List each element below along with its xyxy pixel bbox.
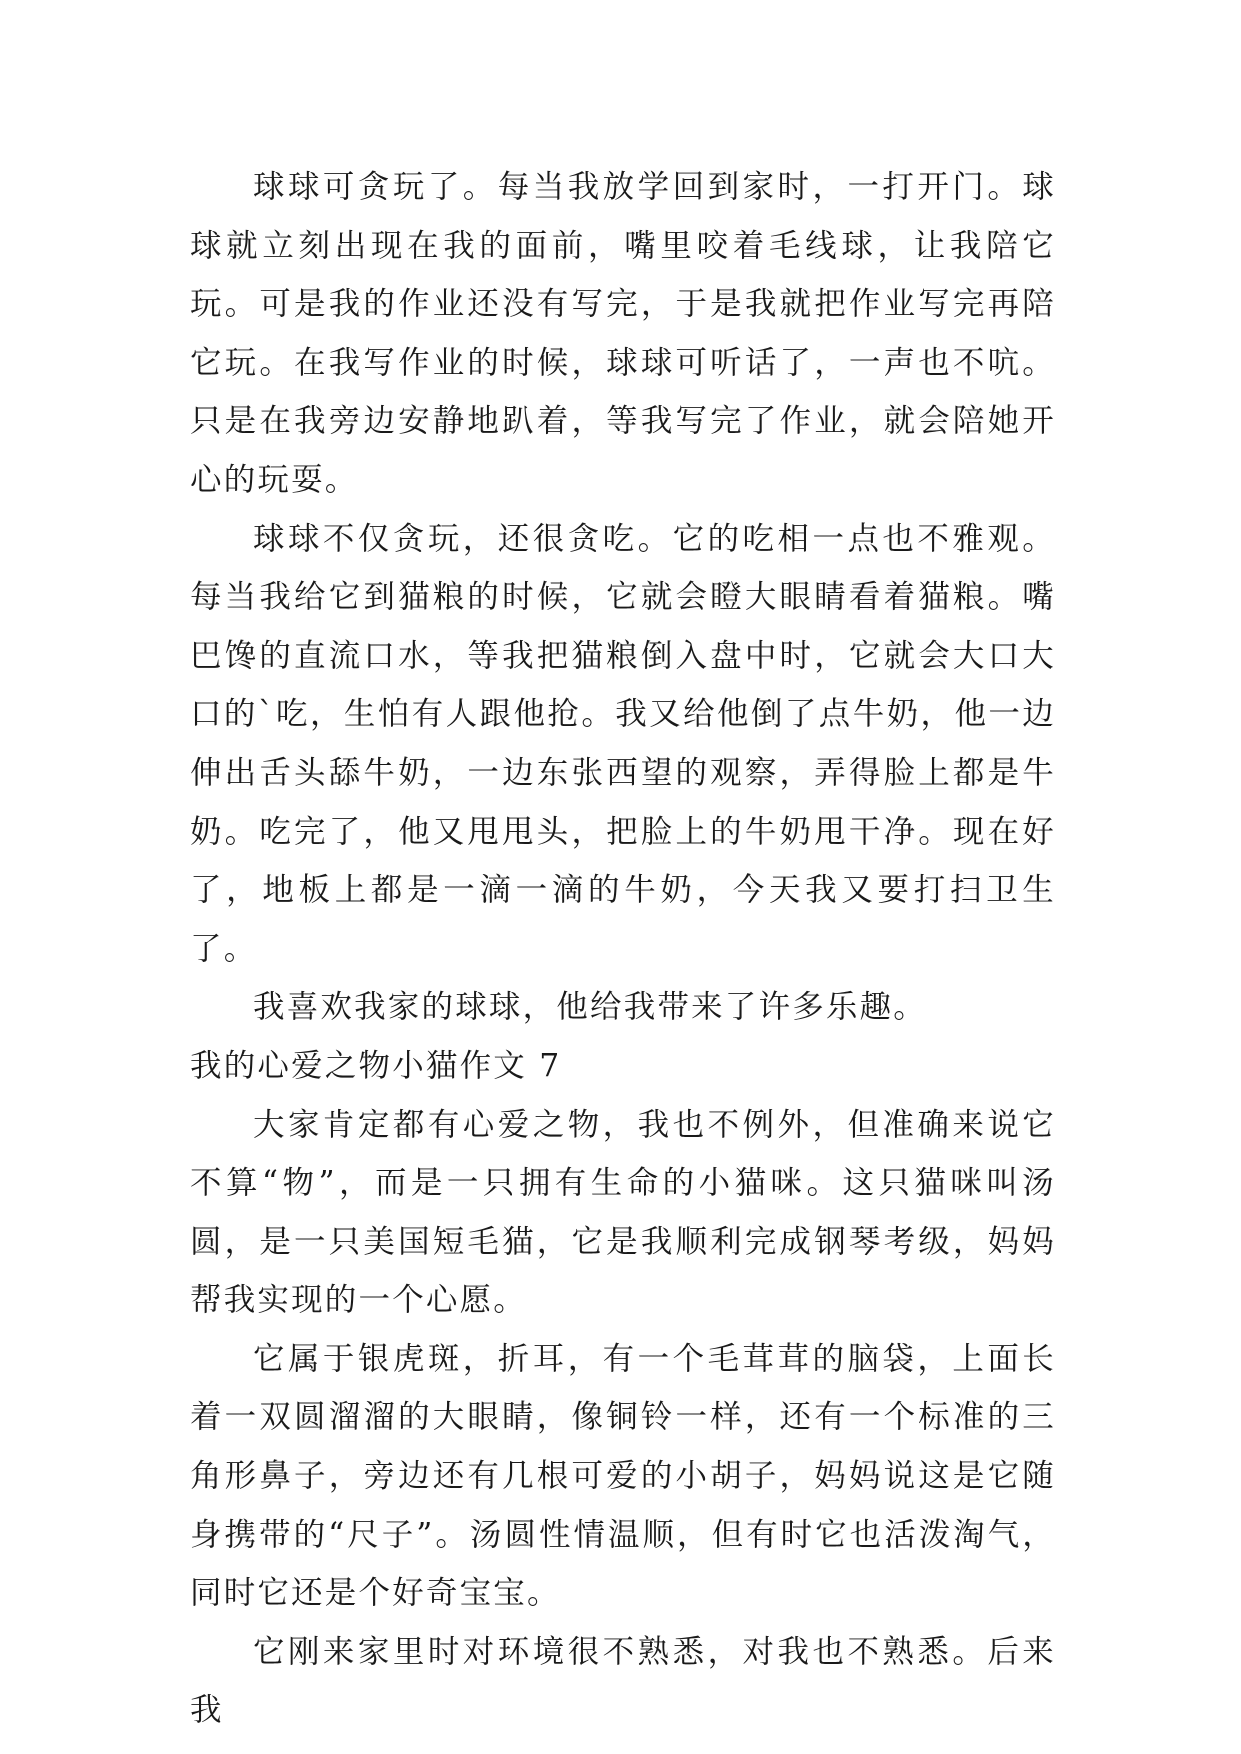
- document-body: [190, 158, 1056, 1740]
- paragraph-3: 我喜欢我家的球球，他给我带来了许多乐趣。: [253, 989, 928, 1026]
- section-heading: 我的心爱之物小猫作文 7: [190, 1047, 562, 1084]
- paragraph-5: 它属于银虎斑，折耳，有一个毛茸茸的脑袋，上面长着一双圆溜溜的大眼睛，像铜铃一样，还有一个标准的三角形鼻子，旁边还有几根可爱的小胡子，妈妈说这是它随身携带的“尺子”。汤圆性情温顺，但有时它也活泼淘气，同时它还是个好奇宝宝。: [190, 1340, 1056, 1612]
- paragraph-6: 它刚来家里时对环境很不熟悉，对我也不熟悉。后来我: [190, 1633, 1056, 1729]
- paragraph-2: 球球不仅贪玩，还很贪吃。它的吃相一点也不雅观。每当我给它到猫粮的时候，它就会瞪大眼睛看着猫粮。嘴巴馋的直流口水，等我把猫粮倒入盘中时，它就会大口大口的`吃，生怕有人跟他抢。我又给他倒了点牛奶，他一边伸出舌头舔牛奶，一边东张西望的观察，弄得脸上都是牛奶。吃完了，他又甩甩头，把脸上的牛奶甩干净。现在好了，地板上都是一滴一滴的牛奶，今天我又要打扫卫生了。: [190, 520, 1056, 967]
- paragraph-1: 球球可贪玩了。每当我放学回到家时，一打开门。球球就立刻出现在我的面前，嘴里咬着毛线球，让我陪它玩。可是我的作业还没有写完，于是我就把作业写完再陪它玩。在我写作业的时候，球球可听话了，一声也不吭。只是在我旁边安静地趴着，等我写完了作业，就会陪她开心的玩耍。: [190, 169, 1056, 498]
- paragraph-4: 大家肯定都有心爱之物，我也不例外，但准确来说它不算“物”，而是一只拥有生命的小猫咪。这只猫咪叫汤圆，是一只美国短毛猫，它是我顺利完成钢琴考级，妈妈帮我实现的一个心愿。: [190, 1106, 1056, 1319]
